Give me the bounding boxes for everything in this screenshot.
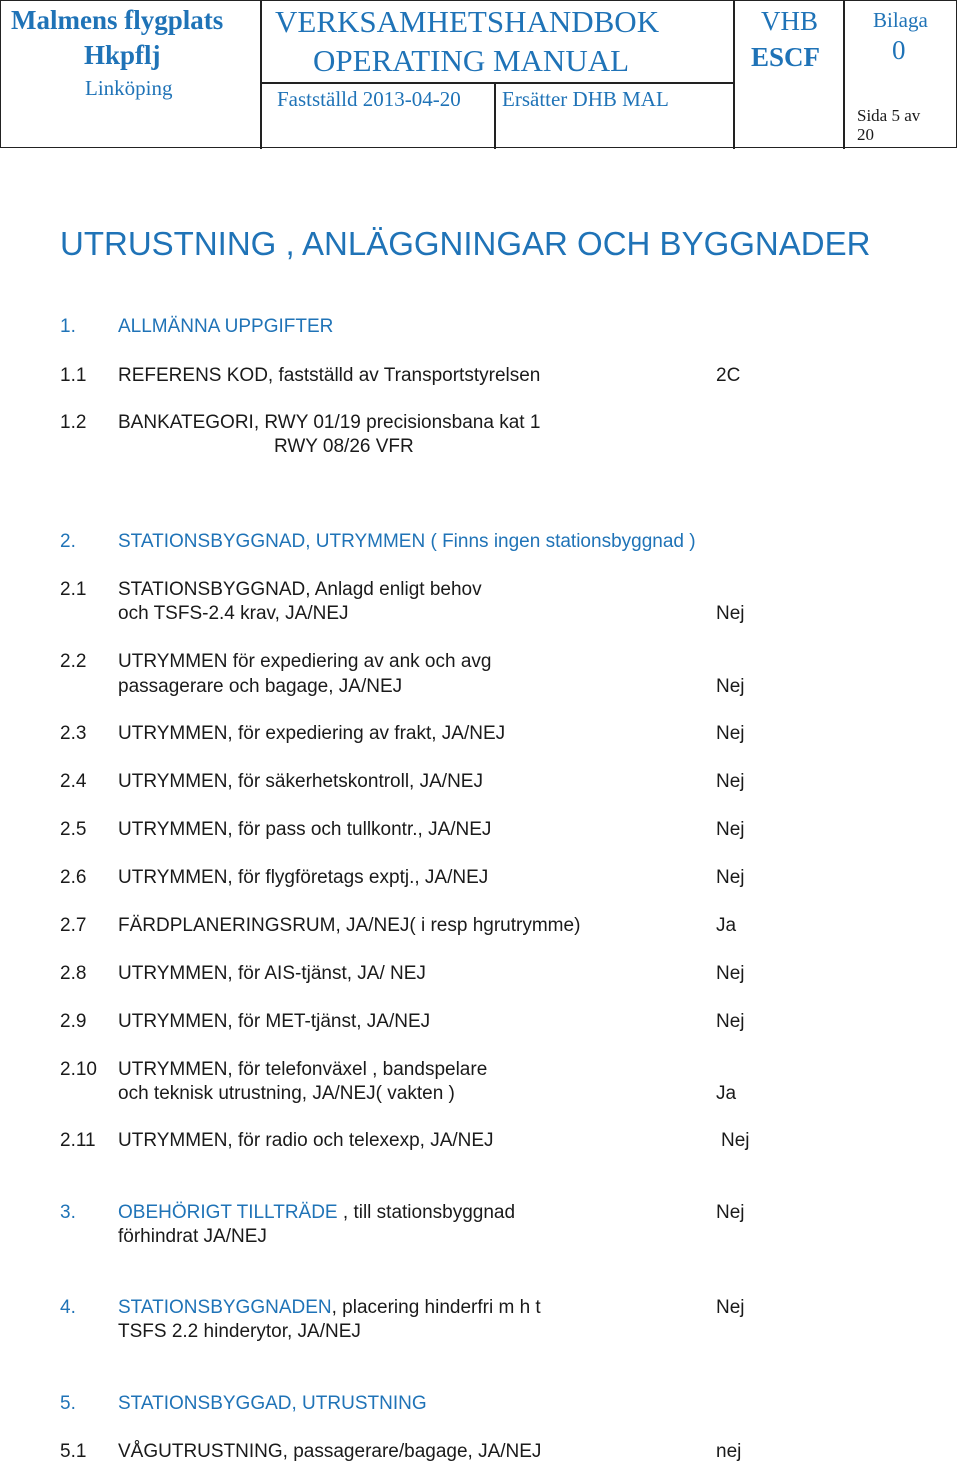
item-text: och TSFS-2.4 krav, JA/NEJ — [118, 603, 349, 624]
org-unit: Hkpflj — [84, 40, 161, 70]
item-text: UTRYMMEN, för flygföretags exptj., JA/NEJ — [118, 867, 489, 888]
bilaga-value: 0 — [892, 35, 906, 65]
header-divider — [843, 1, 845, 149]
item-text: REFERENS KOD, fastställd av Transportstyrelsen — [118, 365, 541, 386]
item-number: 2.5 — [60, 819, 87, 840]
item-text: UTRYMMEN för expediering av ank och avg — [118, 651, 492, 672]
item-number: 2.8 — [60, 963, 87, 984]
item-value: Ja — [716, 915, 737, 936]
page-header — [0, 0, 957, 148]
section-heading: STATIONSBYGGAD, UTRUSTNING — [118, 1393, 427, 1414]
page-title: UTRUSTNING , ANLÄGGNINGAR OCH BYGGNADER — [60, 225, 871, 262]
item-text: UTRYMMEN, för pass och tullkontr., JA/NEJ — [118, 819, 492, 840]
doc-subtitle: OPERATING MANUAL — [313, 43, 630, 78]
vhb-label: VHB — [761, 6, 819, 36]
item-number: 5.1 — [60, 1441, 87, 1462]
item-text: STATIONSBYGGNAD, Anlagd enligt behov — [118, 579, 482, 600]
item-number: 2.2 — [60, 651, 87, 672]
section-heading-tail: , till stationsbyggnad — [337, 1202, 516, 1223]
section-heading: ALLMÄNNA UPPGIFTER — [118, 316, 334, 337]
item-value: Nej — [716, 723, 745, 744]
item-text: UTRYMMEN, för radio och telexexp, JA/NEJ — [118, 1130, 494, 1151]
section-number: 1. — [60, 316, 76, 337]
item-text: FÄRDPLANERINGSRUM, JA/NEJ( i resp hgrutrymme) — [118, 915, 581, 936]
item-value: Nej — [716, 819, 745, 840]
item-number: 1.1 — [60, 365, 87, 386]
header-divider — [260, 1, 262, 149]
section-heading-line — [118, 1297, 541, 1319]
item-text: VÅGUTRUSTNING, passagerare/bagage, JA/NEJ — [118, 1441, 542, 1462]
section-heading: STATIONSBYGGNADEN — [118, 1297, 332, 1318]
item-number: 2.1 — [60, 579, 87, 600]
section-heading: STATIONSBYGGNAD, UTRYMMEN ( Finns ingen stationsbyggnad ) — [118, 531, 696, 552]
section-number: 2. — [60, 531, 76, 552]
item-text: UTRYMMEN, för expediering av frakt, JA/NEJ — [118, 723, 506, 744]
item-number: 1.2 — [60, 412, 87, 433]
item-text: UTRYMMEN, för MET-tjänst, JA/NEJ — [118, 1011, 431, 1032]
item-value: Nej — [716, 1202, 745, 1223]
item-value: Nej — [716, 771, 745, 792]
escf-code: ESCF — [751, 42, 821, 72]
item-value: nej — [716, 1441, 742, 1462]
item-text: UTRYMMEN, för telefonväxel , bandspelare — [118, 1059, 488, 1080]
item-value: Nej — [716, 1297, 745, 1318]
item-number: 2.3 — [60, 723, 87, 744]
item-value: Nej — [716, 603, 745, 624]
doc-title: VERKSAMHETSHANDBOK — [275, 4, 660, 39]
org-city: Linköping — [85, 76, 173, 100]
bilaga-label: Bilaga — [873, 8, 928, 32]
header-divider — [260, 82, 733, 84]
item-value: Nej — [716, 1011, 745, 1032]
page-total: 20 — [857, 125, 874, 144]
section-heading-tail: , placering hinderfri m h t — [331, 1297, 541, 1318]
item-text: och teknisk utrustning, JA/NEJ( vakten ) — [118, 1083, 455, 1104]
section-heading-line — [118, 1202, 515, 1224]
section-number: 5. — [60, 1393, 76, 1414]
section-number: 3. — [60, 1202, 76, 1223]
replaces-doc: Ersätter DHB MAL — [502, 87, 669, 111]
section-number: 4. — [60, 1297, 76, 1318]
item-text: UTRYMMEN, för säkerhetskontroll, JA/NEJ — [118, 771, 483, 792]
page-number: Sida 5 av — [857, 106, 921, 125]
established-date: Fastställd 2013-04-20 — [277, 87, 461, 111]
item-number: 2.11 — [60, 1130, 96, 1151]
item-value: Nej — [716, 867, 745, 888]
item-text: förhindrat JA/NEJ — [118, 1226, 267, 1247]
item-value: Ja — [716, 1083, 737, 1104]
org-name: Malmens flygplats — [11, 5, 224, 35]
item-value: Nej — [721, 1130, 750, 1151]
item-text: BANKATEGORI, RWY 01/19 precisionsbana kat 1 — [118, 412, 541, 433]
item-number: 2.4 — [60, 771, 87, 792]
item-number: 2.6 — [60, 867, 87, 888]
item-text: passagerare och bagage, JA/NEJ — [118, 676, 403, 697]
item-number: 2.7 — [60, 915, 87, 936]
item-text: UTRYMMEN, för AIS-tjänst, JA/ NEJ — [118, 963, 426, 984]
item-text: RWY 08/26 VFR — [274, 436, 414, 457]
section-heading: OBEHÖRIGT TILLTRÄDE — [118, 1202, 338, 1223]
item-value: Nej — [716, 963, 745, 984]
item-value: 2C — [716, 365, 741, 386]
item-number: 2.10 — [60, 1059, 97, 1080]
item-value: Nej — [716, 676, 745, 697]
item-text: TSFS 2.2 hinderytor, JA/NEJ — [118, 1321, 361, 1342]
header-divider — [733, 1, 735, 149]
item-number: 2.9 — [60, 1011, 87, 1032]
header-divider — [494, 82, 496, 149]
